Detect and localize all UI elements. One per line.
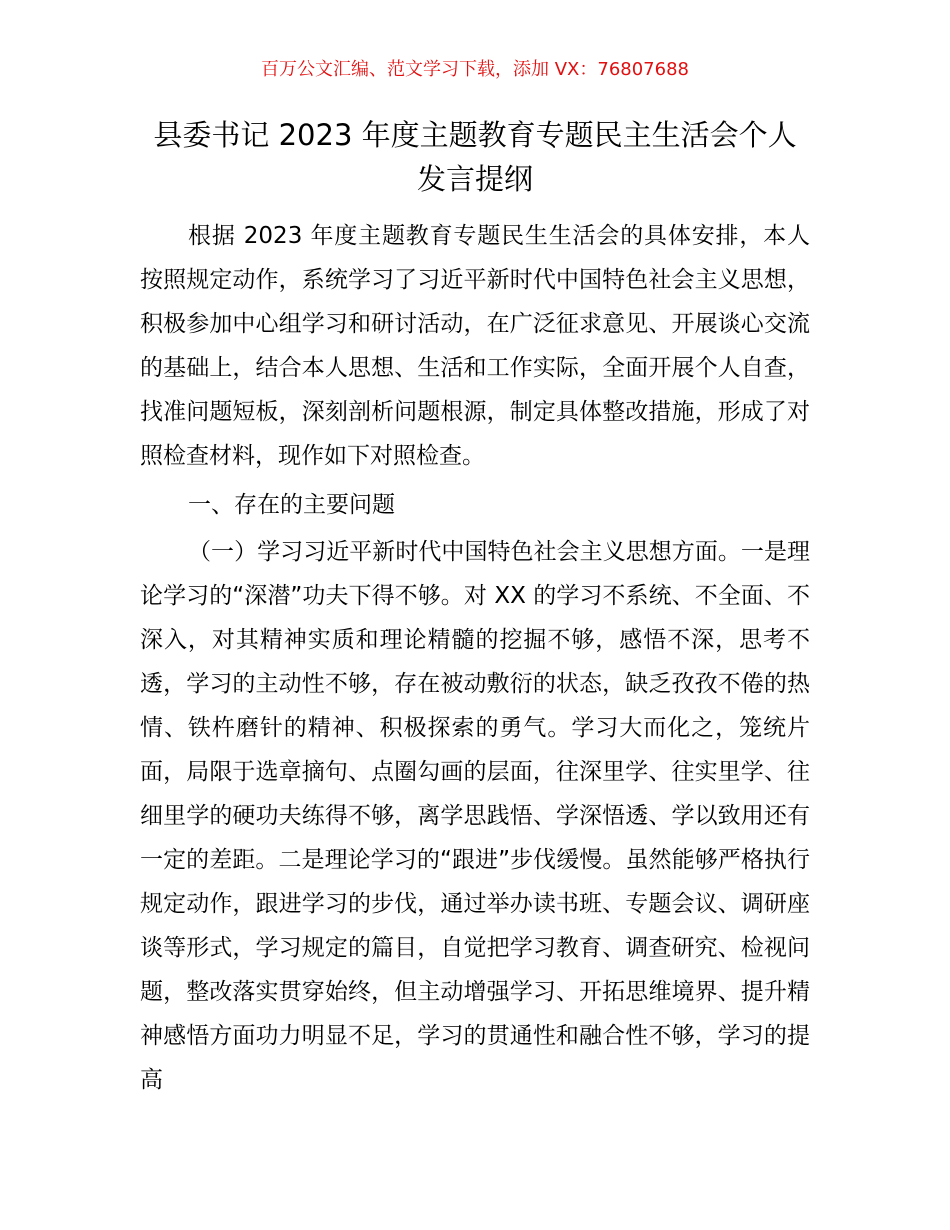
intro-paragraph: 根据 2023 年度主题教育专题民生生活会的具体安排，本人按照规定动作，系统学习了习近平新时代中国特色社会主义思想，积极参加中心组学习和研讨活动，在广泛征求意见、开展谈心交流的基础上，结合本人思想、生活和工作实际，全面开展个人自查，找准问题短板，深刻剖析问题根源，制定具体整改措施，形成了对照检查材料，现作如下对照检查。: [140, 223, 810, 469]
section-paragraph: （一）学习习近平新时代中国特色社会主义思想方面。一是理论学习的“深潜”功夫下得不够。对 XX 的学习不系统、不全面、不深入，对其精神实质和理论精髓的挖掘不够，感悟不深，思考不透，学习的主动性不够，存在被动敷衍的状态，缺乏孜孜不倦的热情、铁杵磨针的精神、积极探索的勇气。学习大而化之，笼统片面，局限于选章摘句、点圈勾画的层面，往深里学、往实里学、往细里学的硬功夫练得不够，离学思践悟、学深悟透、学以致用还有一定的差距。二是理论学习的“跟进”步伐缓慢。虽然能够严格执行规定动作，跟进学习的步伐，通过举办读书班、专题会议、调研座谈等形式，学习规定的篇目，自觉把学习教育、调查研究、检视问题，整改落实贯穿始终，但主动增强学习、开拓思维境界、提升精神感悟方面功力明显不足，学习的贯通性和融合性不够，学习的提高: [140, 539, 810, 1093]
section-heading: 一、存在的主要问题: [188, 492, 395, 518]
document-title: 县委书记 2023 年度主题教育专题民主生活会个人发言提纲: [153, 118, 797, 196]
watermark-banner: 百万公文汇编、范文学习下载，添加 VX：76807688: [261, 59, 689, 80]
